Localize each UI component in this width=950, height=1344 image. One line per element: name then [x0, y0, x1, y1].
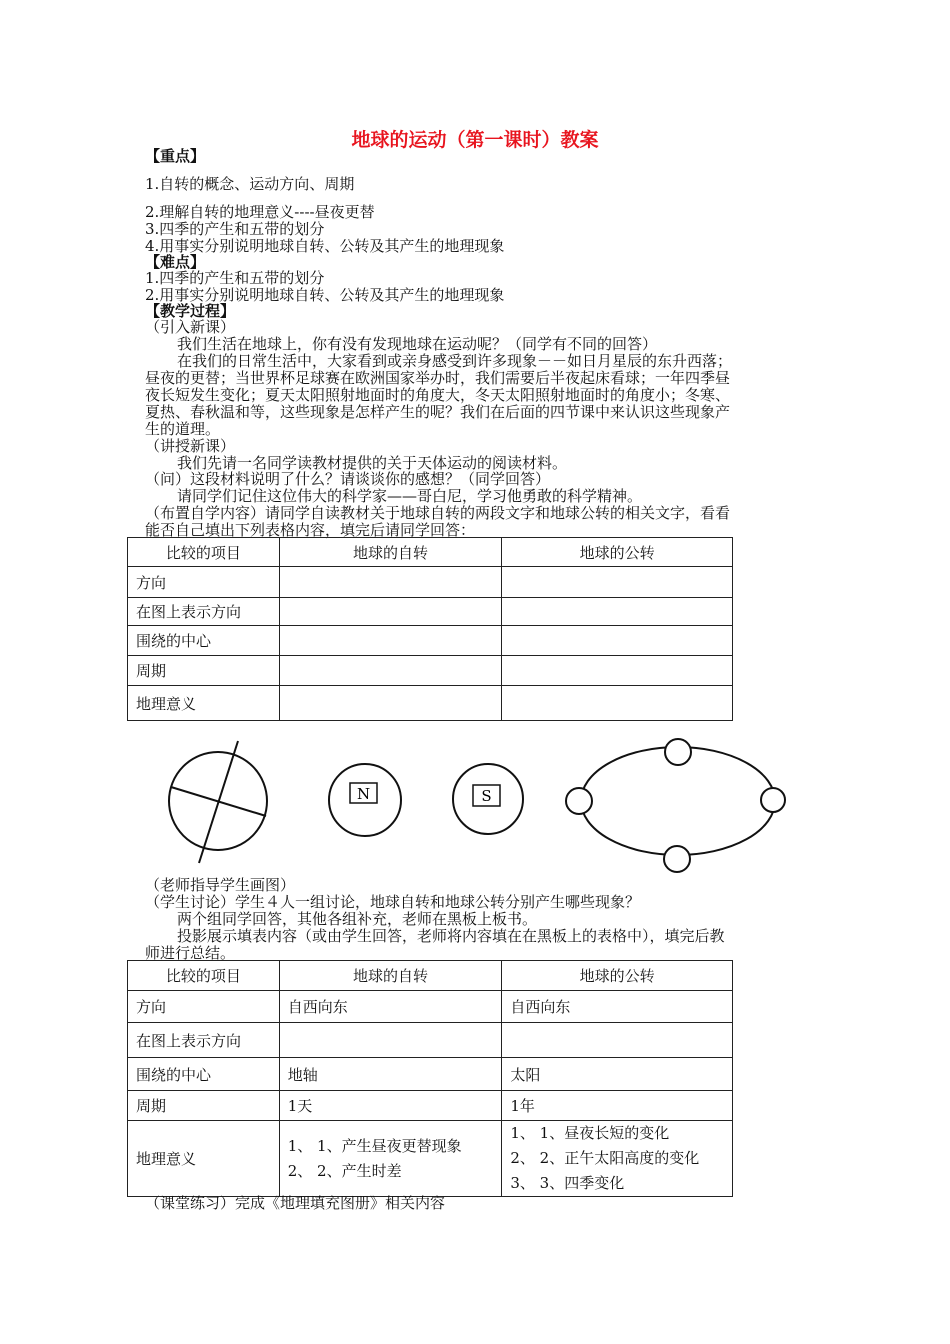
- row-label: 地理意义: [128, 1121, 280, 1197]
- row-label: 围绕的中心: [128, 1058, 280, 1091]
- orbit-earth-position: [664, 846, 690, 872]
- difficult-heading: 【难点】: [145, 253, 206, 271]
- table-row: [128, 1091, 733, 1121]
- south-pole-view-diagram: [453, 764, 523, 834]
- intro-line: 夜长短发生变化；夏天太阳照射地面时的角度大，冬天太阳照射地面时的角度小；冬寒、: [145, 386, 731, 404]
- row-label: 围绕的中心: [128, 626, 280, 656]
- blank-cell: [279, 686, 502, 721]
- blank-cell: [502, 1023, 733, 1058]
- key-point-3: 3.四季的产生和五带的划分: [145, 220, 325, 238]
- orbit-earth-position: [761, 788, 785, 812]
- key-point-1: 1.自转的概念、运动方向、周期: [145, 175, 355, 193]
- lecture-label: （讲授新课）: [145, 437, 236, 455]
- blank-comparison-table: [127, 537, 733, 721]
- lecture-line: 我们先请一名同学读教材提供的关于天体运动的阅读材料。: [177, 454, 568, 472]
- row-label: 周期: [128, 1091, 280, 1121]
- process-heading: 【教学过程】: [145, 302, 236, 320]
- blank-cell: [279, 1023, 502, 1058]
- revolution-significance-cell: [502, 1121, 733, 1197]
- significance-item: 1、 1、产生昼夜更替现象: [287, 1136, 462, 1155]
- table-row: [128, 1058, 733, 1091]
- header-cell: 比较的项目: [128, 961, 280, 991]
- practice-line: （课堂练习）完成《地理填充图册》相关内容: [145, 1194, 446, 1212]
- header-cell: 地球的公转: [502, 961, 733, 991]
- key-point-2: 2.理解自转的地理意义----昼夜更替: [145, 203, 375, 221]
- earth-axis-diagram: [169, 741, 267, 863]
- rotation-cell: 1天: [279, 1091, 502, 1121]
- table-row: [128, 656, 733, 686]
- earth-motion-figures: [0, 735, 950, 875]
- blank-cell: [502, 567, 733, 598]
- row-label: 在图上表示方向: [128, 1023, 280, 1058]
- rotation-cell: 自西向东: [279, 991, 502, 1023]
- discussion-line: 师进行总结。: [145, 944, 236, 962]
- filled-comparison-table: [127, 960, 733, 1197]
- intro-line: 在我们的日常生活中，大家看到或亲身感受到许多现象－－如日月星辰的东升西落；: [177, 352, 733, 370]
- revolution-cell: 自西向东: [502, 991, 733, 1023]
- table-row: [128, 686, 733, 721]
- key-points-heading: 【重点】: [145, 147, 206, 165]
- table-row: [128, 598, 733, 626]
- header-cell: 地球的自转: [279, 961, 502, 991]
- revolution-cell: 太阳: [502, 1058, 733, 1091]
- earth-orbit-diagram: [566, 739, 785, 872]
- row-label: 地理意义: [128, 686, 280, 721]
- blank-cell: [279, 598, 502, 626]
- significance-item: 3、 3、四季变化: [510, 1174, 625, 1192]
- page-title: 地球的运动（第一课时）教案: [351, 129, 599, 151]
- revolution-cell: 1年: [502, 1091, 733, 1121]
- intro-line: 生的道理。: [145, 420, 221, 438]
- blank-cell: [502, 598, 733, 626]
- table-row: [128, 991, 733, 1023]
- row-label: 方向: [128, 567, 280, 598]
- north-label: N: [356, 785, 371, 803]
- difficult-point-2: 2.用事实分别说明地球自转、公转及其产生的地理现象: [145, 286, 505, 304]
- key-point-4: 4.用事实分别说明地球自转、公转及其产生的地理现象: [145, 237, 505, 255]
- assign-line: 能否自己填出下列表格内容，填完后请同学回答：: [145, 521, 476, 539]
- table-row: [128, 1121, 733, 1197]
- row-label: 在图上表示方向: [128, 598, 280, 626]
- row-label: 方向: [128, 991, 280, 1023]
- blank-cell: [502, 626, 733, 656]
- header-cell: 地球的自转: [279, 538, 502, 567]
- remember-line: 请同学们记住这位伟大的科学家——哥白尼，学习他勇敢的科学精神。: [177, 487, 643, 505]
- assign-line: （布置自学内容）请同学自读教材关于地球自转的两段文字和地球公转的相关文字，看看: [145, 504, 731, 522]
- teacher-draw-line: （老师指导学生画图）: [145, 876, 296, 894]
- header-cell: 地球的公转: [502, 538, 733, 567]
- table-row: [128, 626, 733, 656]
- table-header-row: [128, 538, 733, 567]
- rotation-cell: 地轴: [279, 1058, 502, 1091]
- question-line: （问）这段材料说明了什么？请谈谈你的感想？（同学回答）: [145, 470, 551, 488]
- blank-cell: [279, 626, 502, 656]
- orbit-earth-position: [665, 739, 691, 765]
- table-row: [128, 1023, 733, 1058]
- south-label: S: [481, 787, 492, 805]
- discussion-line: 两个组同学回答，其他各组补充，老师在黑板上板书。: [177, 910, 538, 928]
- intro-line: 我们生活在地球上，你有没有发现地球在运动呢？（同学有不同的回答）: [177, 335, 658, 353]
- discussion-line: （学生讨论）学生４人一组讨论，地球自转和地球公转分别产生哪些现象？: [145, 893, 641, 911]
- north-pole-view-diagram: [329, 764, 401, 836]
- intro-label: （引入新课）: [145, 318, 236, 336]
- significance-item: 1、 1、昼夜长短的变化: [510, 1124, 670, 1142]
- table-header-row: [128, 961, 733, 991]
- blank-cell: [279, 567, 502, 598]
- rotation-significance-cell: [279, 1121, 502, 1197]
- blank-cell: [279, 656, 502, 686]
- intro-line: 昼夜的更替；当世界杯足球赛在欧洲国家举办时，我们需要后半夜起床看球；一年四季昼: [145, 369, 731, 387]
- intro-line: 夏热、春秋温和等，这些现象是怎样产生的呢？我们在后面的四节课中来认识这些现象产: [145, 403, 731, 421]
- blank-cell: [502, 656, 733, 686]
- row-label: 周期: [128, 656, 280, 686]
- discussion-line: 投影展示填表内容（或由学生回答，老师将内容填在在黑板上的表格中），填完后教: [177, 927, 725, 945]
- difficult-point-1: 1.四季的产生和五带的划分: [145, 269, 325, 287]
- table-row: [128, 567, 733, 598]
- blank-cell: [502, 686, 733, 721]
- significance-item: 2、 2、产生时差: [287, 1161, 402, 1180]
- significance-item: 2、 2、正午太阳高度的变化: [510, 1149, 700, 1167]
- orbit-earth-position: [566, 788, 592, 814]
- header-cell: 比较的项目: [128, 538, 280, 567]
